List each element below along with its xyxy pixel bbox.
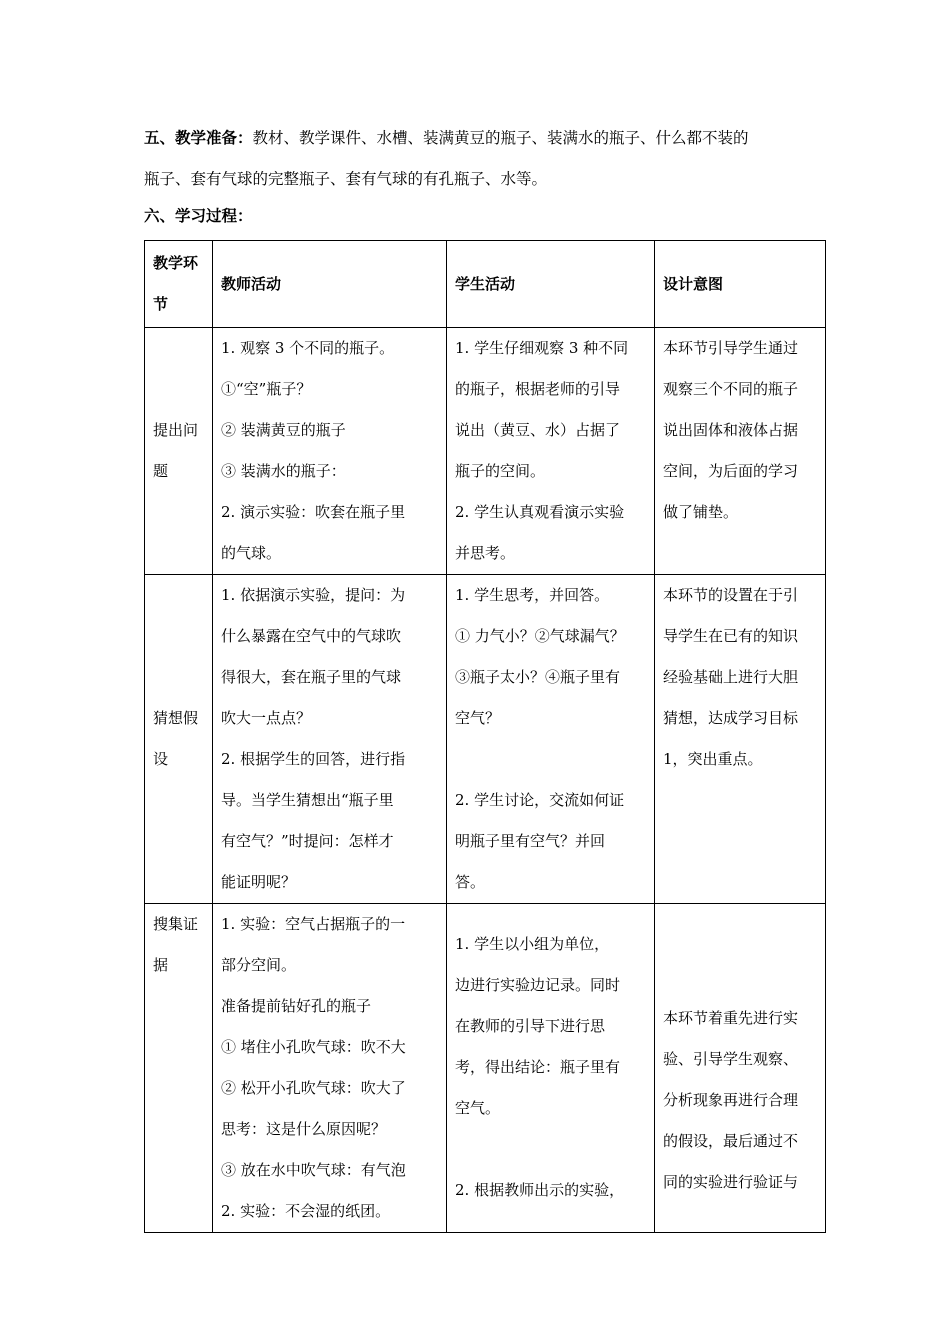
- table-header-row: [145, 241, 826, 328]
- intent-cell: 本环节引导学生通过 观察三个不同的瓶子 说出固体和液体占据 空间，为后面的学习 做了铺垫。: [655, 328, 826, 575]
- student-cell: 1. 学生以小组为单位， 边进行实验边记录。同时 在教师的引导下进行思 考，得出结论：瓶子里有 空气。 2. 根据教师出示的实验，: [447, 904, 655, 1233]
- table-row: [145, 575, 826, 904]
- prep-text-line2: 瓶子、套有气球的完整瓶子、套有气球的有孔瓶子、水等。: [144, 170, 548, 188]
- stage-cell: 搜集证 据: [145, 904, 213, 1233]
- teacher-cell: 1. 观察 3 个不同的瓶子。 ①“空”瓶子？ ② 装满黄豆的瓶子 ③ 装满水的瓶子： 2. 演示实验：吹套在瓶子里 的气球。: [213, 328, 447, 575]
- stage-cell: 猜想假 设: [145, 575, 213, 904]
- intent-cell: 本环节着重先进行实 验、引导学生观察、 分析现象再进行合理 的假设，最后通过不 同的实验进行验证与: [655, 904, 826, 1233]
- header-student-activity: 学生活动: [447, 241, 655, 328]
- student-cell: 1. 学生思考，并回答。 ① 力气小？②气球漏气？ ③瓶子太小？④瓶子里有 空气？ 2. 学生讨论，交流如何证 明瓶子里有空气？并回 答。: [447, 575, 655, 904]
- lesson-table: [144, 240, 826, 1233]
- teacher-cell: 1. 依据演示实验，提问：为 什么暴露在空气中的气球吹 得很大，套在瓶子里的气球 吹大一点点？ 2. 根据学生的回答，进行指 导。当学生猜想出“瓶子里 有空气？”时提问：怎样才 能证明呢？: [213, 575, 447, 904]
- intent-cell: 本环节的设置在于引 导学生在已有的知识 经验基础上进行大胆 猜想，达成学习目标 1，突出重点。: [655, 575, 826, 904]
- header-design-intent: 设计意图: [655, 241, 826, 328]
- stage-cell: 提出问 题: [145, 328, 213, 575]
- table-row: [145, 328, 826, 575]
- prep-heading: 五、教学准备：: [144, 129, 253, 147]
- header-stage: 教学环 节: [145, 241, 213, 328]
- header-teacher-activity: 教师活动: [213, 241, 447, 328]
- teacher-cell: 1. 实验：空气占据瓶子的一 部分空间。 准备提前钻好孔的瓶子 ① 堵住小孔吹气球：吹不大 ② 松开小孔吹气球：吹大了 思考：这是什么原因呢？ ③ 放在水中吹气球：有气泡 2. 实验：不会湿的纸团。: [213, 904, 447, 1233]
- table-row: [145, 904, 826, 1233]
- learning-process-heading: 六、学习过程：: [144, 207, 253, 225]
- teaching-prep-paragraph: [144, 118, 824, 200]
- prep-text-line1: 教材、教学课件、水槽、装满黄豆的瓶子、装满水的瓶子、什么都不装的: [252, 129, 749, 147]
- student-cell: 1. 学生仔细观察 3 种不同 的瓶子，根据老师的引导 说出（黄豆、水）占据了 瓶子的空间。 2. 学生认真观看演示实验 并思考。: [447, 328, 655, 575]
